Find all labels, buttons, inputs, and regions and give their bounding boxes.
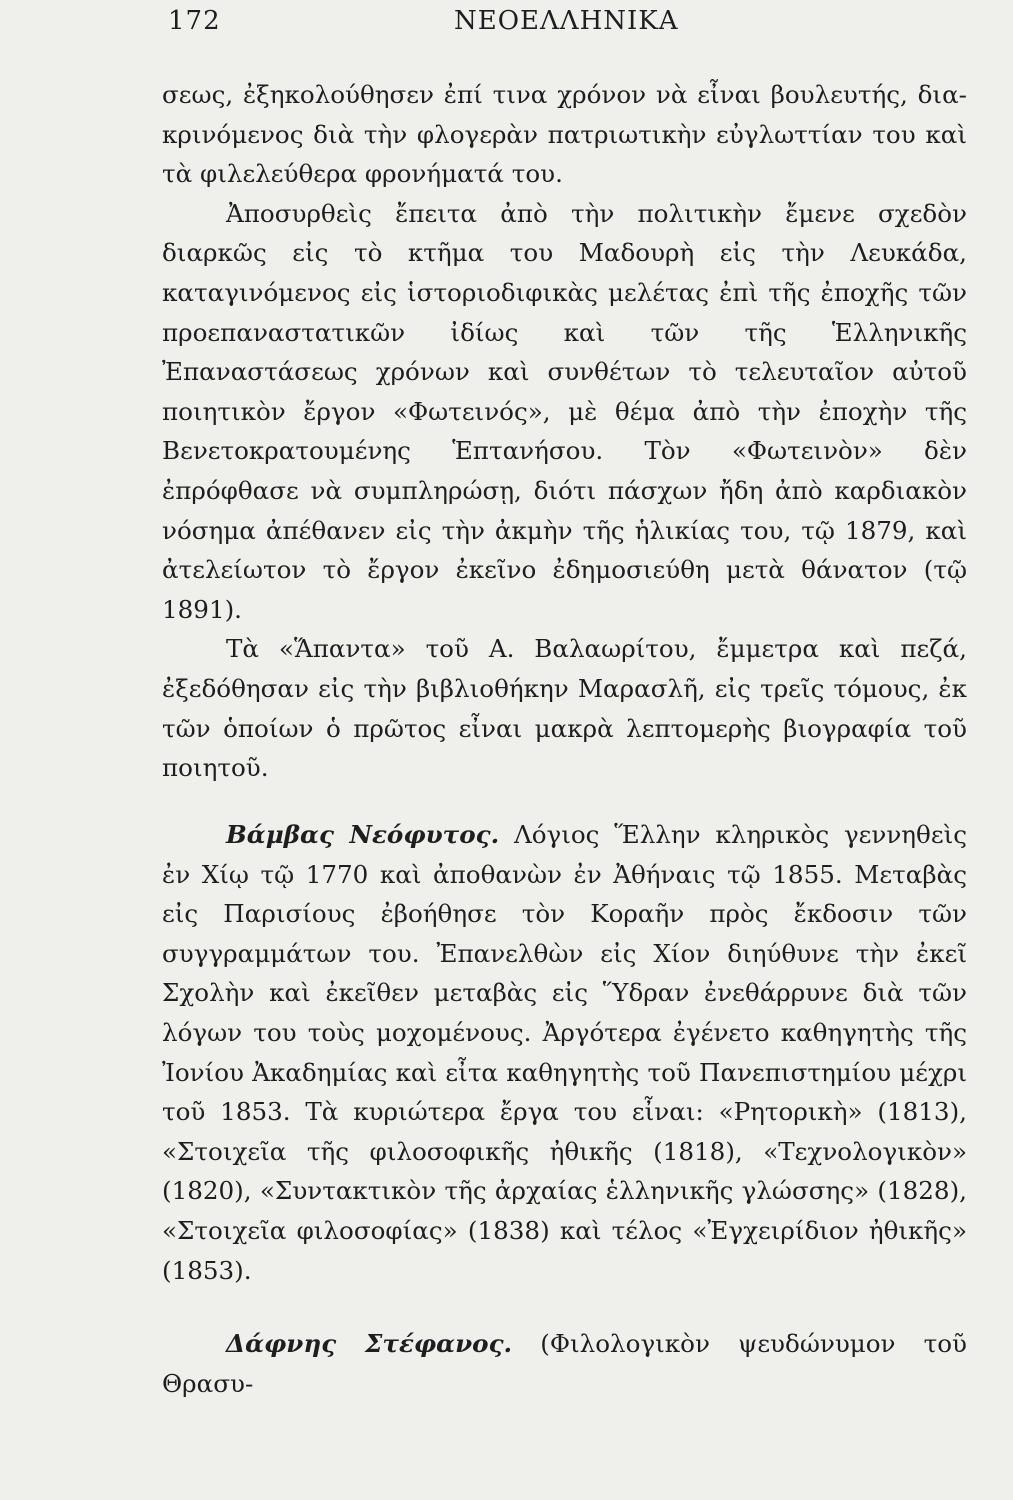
entry-vamvas-paragraph (162, 815, 967, 1290)
entry-vamvas (162, 815, 967, 1290)
running-head: ΝΕΟΕΛΛΗΝΙΚΑ (454, 6, 679, 36)
entry-text-vamvas: Λόγιος Ἕλλην κληρικὸς γεννηθεὶς ἐν Χίῳ τῷ 1770 καὶ ἀποθανὼν ἐν Ἀθήναις τῷ 1855. Μεταβὰς εἰς Παρισίους ἐβοήθησε τὸν Κοραῆν πρὸς ἔκδοσιν τῶν συγγραμμάτων του. Ἐπανελθὼν εἰς Χίον διηύθυνε τὴν ἐκεῖ Σχολὴν καὶ ἐκεῖθεν μεταβὰς εἰς Ὕδραν ἐνεθάρρυνε διὰ τῶν λόγων του τοὺς μοχομένους. Ἀργότερα ἐγένετο καθηγητὴς τῆς Ἰονίου Ἀκαδημίας καὶ εἶτα καθηγητὴς τοῦ Πανεπιστημίου μέχρι τοῦ 1853. Τὰ κυριώτερα ἔργα του εἶναι: «Ρητορικὴ» (1813), «Στοιχεῖα τῆς φιλοσοφικῆς ἠθικῆς (1818), «Τεχνολογικὸν» (1820), «Συντακτικὸν τῆς ἀρχαίας ἑλληνικῆς γλώσσης» (1828), «Στοιχεῖα φιλοσοφίας» (1838) καὶ τέλος «Ἐγχειρίδιον ἠθικῆς» (1853). (162, 820, 967, 1285)
page-header (168, 6, 963, 42)
entry-text-dafnis: (Φιλολογικὸν ψευδώνυμον τοῦ Θρασυ- (162, 1329, 967, 1398)
paragraph-later-life: Ἀποσυρθεὶς ἔπειτα ἀπὸ τὴν πολιτικὴν ἔμενε σχεδὸν διαρκῶς εἰς τὸ κτῆμα του Μαδουρὴ εἰς τὴν Λευκάδα, καταγινόμενος εἰς ἱστοριοδιφικὰς μελέτας ἐπὶ τῆς ἐποχῆς τῶν προεπαναστατικῶν ἰδίως καὶ τῶν τῆς Ἑλληνικῆς Ἐπαναστάσεως χρόνων καὶ συνθέτων τὸ τελευταῖον αὐτοῦ ποιητικὸν ἔργον «Φωτεινός», μὲ θέμα ἀπὸ τὴν ἐποχὴν τῆς Βενετοκρατουμένης Ἑπτανήσου. Τὸν «Φωτεινὸν» δὲν ἐπρόφθασε νὰ συμπληρώσῃ, διότι πάσχων ἤδη ἀπὸ καρδιακὸν νόσημα ἀπέθανεν εἰς τὴν ἀκμὴν τῆς ἡλικίας του, τῷ 1879, καὶ ἀτελείωτον τὸ ἔργον ἐκεῖνο ἐδημοσιεύθη μετὰ θάνατον (τῷ 1891). (162, 198, 967, 624)
entry-dafnis (162, 1324, 967, 1403)
entry-dafnis-paragraph (162, 1324, 967, 1403)
paragraph-continuation: σεως, ἐξηκολούθησεν ἐπί τινα χρόνον νὰ εἶναι βουλευτής, δια-κρινόμενος διὰ τὴν φλογερὰν πατριωτικὴν εὐγλωττίαν του καὶ τὰ φιλελεύθερα φρονήματά του. (162, 80, 967, 189)
continued-entry-valaoritis (162, 75, 967, 788)
entry-heading-dafnis: Δάφνης Στέφανος. (226, 1329, 513, 1358)
page-number: 172 (168, 6, 221, 36)
entry-heading-vamvas: Βάμβας Νεόφυτος. (226, 820, 500, 849)
paragraph-collected-works: Τὰ «Ἅπαντα» τοῦ Α. Βαλαωρίτου, ἔμμετρα καὶ πεζά, ἐξεδόθησαν εἰς τὴν βιβλιοθήκην Μαρασλῆ, εἰς τρεῖς τόμους, ἐκ τῶν ὁποίων ὁ πρῶτος εἶναι μακρὰ λεπτομερὴς βιογραφία τοῦ ποιητοῦ. (162, 634, 967, 783)
